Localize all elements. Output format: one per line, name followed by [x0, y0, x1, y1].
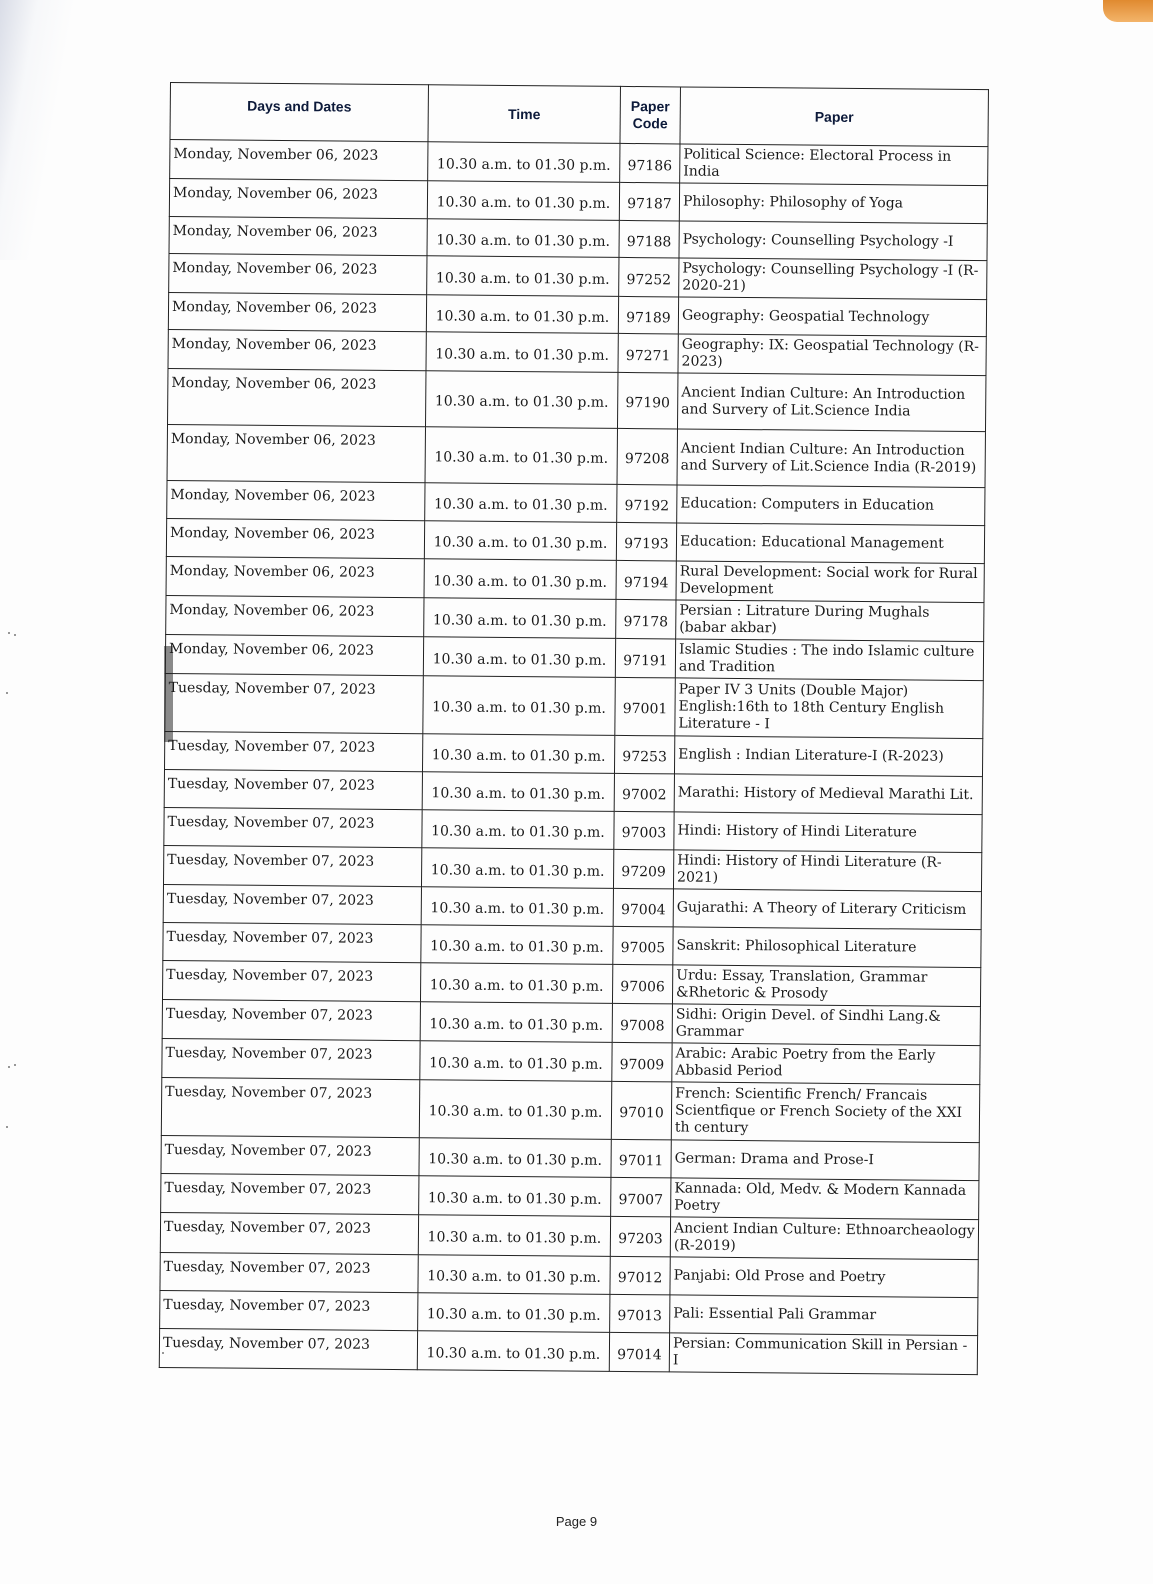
exam-time-cell: 10.30 a.m. to 01.30 p.m. [426, 295, 618, 334]
exam-time-cell: 10.30 a.m. to 01.30 p.m. [426, 371, 618, 429]
exam-date-cell: Monday, November 06, 2023 [167, 480, 425, 520]
exam-date-cell: Tuesday, November 07, 2023 [163, 884, 421, 924]
exam-time-cell: 10.30 a.m. to 01.30 p.m. [427, 219, 619, 258]
paper-code-cell: 97008 [612, 1003, 672, 1043]
exam-time-cell: 10.30 a.m. to 01.30 p.m. [424, 598, 616, 639]
exam-time-cell: 10.30 a.m. to 01.30 p.m. [422, 810, 614, 850]
exam-date-cell: Monday, November 06, 2023 [168, 368, 426, 426]
paper-name-cell: Islamic Studies : The indo Islamic culture and Tradition [675, 639, 983, 681]
exam-date-cell: Tuesday, November 07, 2023 [160, 1252, 418, 1292]
paper-name-cell: Pali: Essential Pali Grammar [670, 1295, 978, 1336]
paper-name-cell: Geography: IX: Geospatial Technology (R-2023) [678, 334, 986, 376]
header-paper-code: Paper Code [620, 86, 680, 144]
header-time: Time [428, 85, 620, 144]
exam-time-cell: 10.30 a.m. to 01.30 p.m. [418, 1255, 610, 1295]
paper-code-cell: 97005 [613, 926, 673, 965]
exam-time-cell: 10.30 a.m. to 01.30 p.m. [427, 181, 619, 221]
paper-name-cell: Philosophy: Philosophy of Yoga [679, 183, 987, 224]
exam-date-cell: Monday, November 06, 2023 [165, 634, 423, 675]
paper-code-cell: 97271 [618, 333, 678, 373]
paper-code-cell: 97186 [620, 143, 680, 183]
exam-time-cell: 10.30 a.m. to 01.30 p.m. [419, 1138, 611, 1178]
table-row [160, 1212, 978, 1259]
paper-name-cell: Persian: Communication Skill in Persian - I [669, 1333, 977, 1375]
paper-name-cell: English : Indian Literature-I (R-2023) [674, 736, 982, 777]
paper-name-cell: Political Science: Electoral Process in India [680, 144, 988, 186]
scan-fold-shadow [0, 0, 80, 260]
paper-code-cell: 97006 [612, 964, 672, 1004]
table-header-row [170, 83, 988, 147]
scan-speck [8, 632, 10, 634]
paper-code-cell: 97013 [610, 1294, 670, 1333]
exam-date-cell: Tuesday, November 07, 2023 [163, 845, 421, 886]
paper-name-cell: Kannada: Old, Medv. & Modern Kannada Poetry [671, 1178, 979, 1220]
exam-time-cell: 10.30 a.m. to 01.30 p.m. [428, 142, 620, 183]
paper-code-cell: 97003 [614, 811, 674, 850]
exam-time-cell: 10.30 a.m. to 01.30 p.m. [422, 734, 614, 774]
exam-time-cell: 10.30 a.m. to 01.30 p.m. [421, 848, 613, 889]
table-row [159, 1328, 977, 1374]
exam-time-cell: 10.30 a.m. to 01.30 p.m. [422, 772, 614, 812]
exam-time-cell: 10.30 a.m. to 01.30 p.m. [423, 676, 615, 736]
scan-speck [14, 634, 16, 636]
exam-date-cell: Monday, November 06, 2023 [169, 179, 427, 219]
paper-name-cell: Marathi: History of Medieval Marathi Lit. [674, 774, 982, 815]
paper-name-cell: Hindi: History of Hindi Literature [674, 812, 982, 853]
table-row [167, 424, 985, 487]
table-row [168, 368, 986, 431]
exam-time-cell: 10.30 a.m. to 01.30 p.m. [421, 887, 613, 927]
paper-code-cell: 97191 [615, 638, 675, 678]
exam-date-cell: Tuesday, November 07, 2023 [162, 960, 420, 1001]
scan-speck [6, 1126, 8, 1128]
exam-date-cell: Monday, November 06, 2023 [168, 329, 426, 370]
exam-time-cell: 10.30 a.m. to 01.30 p.m. [425, 427, 617, 485]
exam-date-cell: Monday, November 06, 2023 [168, 292, 426, 331]
table-body [159, 140, 988, 1375]
exam-date-cell: Tuesday, November 07, 2023 [161, 1135, 419, 1175]
scan-speck [8, 1066, 10, 1068]
paper-name-cell: Rural Development: Social work for Rural Development [676, 561, 984, 603]
paper-name-cell: Hindi: History of Hindi Literature (R-2021) [673, 850, 981, 892]
paper-code-cell: 97209 [613, 849, 673, 889]
exam-time-cell: 10.30 a.m. to 01.30 p.m. [427, 256, 619, 297]
paper-code-cell: 97014 [609, 1332, 669, 1372]
paper-code-cell: 97001 [615, 677, 676, 736]
paper-code-cell: 97178 [616, 599, 676, 639]
exam-date-cell: Tuesday, November 07, 2023 [160, 1212, 418, 1254]
paper-code-cell: 97253 [614, 735, 674, 774]
paper-code-cell: 97203 [610, 1216, 670, 1257]
paper-code-cell: 97187 [619, 182, 679, 221]
paper-code-cell: 97002 [614, 773, 674, 812]
paper-code-cell: 97189 [618, 296, 678, 334]
exam-date-cell: Tuesday, November 07, 2023 [161, 1173, 419, 1214]
exam-time-cell: 10.30 a.m. to 01.30 p.m. [417, 1331, 609, 1372]
paper-code-cell: 97193 [616, 522, 676, 561]
paper-code-cell: 97011 [611, 1139, 671, 1178]
exam-time-cell: 10.30 a.m. to 01.30 p.m. [419, 1176, 611, 1217]
paper-code-cell: 97012 [610, 1256, 670, 1295]
paper-name-cell: German: Drama and Prose-I [671, 1140, 979, 1181]
exam-time-cell: 10.30 a.m. to 01.30 p.m. [421, 925, 613, 965]
exam-time-cell: 10.30 a.m. to 01.30 p.m. [419, 1080, 611, 1140]
exam-date-cell: Tuesday, November 07, 2023 [161, 1077, 419, 1137]
table-row [165, 673, 983, 738]
paper-code-cell: 97252 [619, 257, 679, 297]
paper-name-cell: Arabic: Arabic Poetry from the Early Abbasid Period [672, 1043, 980, 1085]
paper-name-cell: Persian : Litrature During Mughals (babar akbar) [676, 600, 984, 642]
paper-code-cell: 97194 [616, 560, 676, 600]
exam-date-cell: Tuesday, November 07, 2023 [165, 731, 423, 771]
paper-name-cell: Psychology: Counselling Psychology -I [679, 221, 987, 261]
exam-date-cell: Tuesday, November 07, 2023 [159, 1328, 417, 1369]
paper-code-cell: 97188 [619, 220, 679, 258]
paper-name-cell: Ancient Indian Culture: Ethnoarcheaology (R-2019) [670, 1217, 978, 1260]
paper-code-cell: 97190 [617, 372, 677, 429]
paper-code-cell: 97010 [611, 1081, 672, 1140]
exam-date-cell: Monday, November 06, 2023 [170, 140, 428, 181]
exam-date-cell: Tuesday, November 07, 2023 [160, 1290, 418, 1330]
paper-name-cell: Geography: Geospatial Technology [678, 297, 986, 337]
exam-date-cell: Monday, November 06, 2023 [169, 216, 427, 255]
paper-name-cell: Urdu: Essay, Translation, Grammar &Rhetoric & Prosody [672, 965, 980, 1007]
exam-date-cell: Monday, November 06, 2023 [169, 253, 427, 294]
exam-date-cell: Tuesday, November 07, 2023 [164, 769, 422, 809]
exam-timetable [159, 82, 989, 1375]
header-days-and-dates: Days and Dates [170, 83, 428, 142]
paper-name-cell: French: Scientific French/ Francais Scientfique or French Society of the XXI th century [671, 1082, 979, 1143]
exam-time-cell: 10.30 a.m. to 01.30 p.m. [418, 1293, 610, 1333]
paper-name-cell: Psychology: Counselling Psychology -I (R-2020-21) [679, 258, 987, 300]
paper-name-cell: Sidhi: Origin Devel. of Sindhi Lang.& Grammar [672, 1004, 980, 1046]
header-paper: Paper [680, 87, 988, 147]
exam-date-cell: Monday, November 06, 2023 [166, 556, 424, 597]
scan-speck [14, 1064, 16, 1066]
exam-date-cell: Monday, November 06, 2023 [166, 518, 424, 558]
exam-date-cell: Tuesday, November 07, 2023 [162, 999, 420, 1040]
exam-time-cell: 10.30 a.m. to 01.30 p.m. [420, 1041, 612, 1082]
paper-name-cell: Education: Computers in Education [677, 485, 985, 526]
exam-time-cell: 10.30 a.m. to 01.30 p.m. [426, 332, 618, 373]
exam-time-cell: 10.30 a.m. to 01.30 p.m. [418, 1215, 610, 1257]
exam-timetable-wrapper [159, 82, 988, 1375]
exam-date-cell: Tuesday, November 07, 2023 [165, 673, 423, 733]
paper-name-cell: Education: Educational Management [676, 523, 984, 564]
exam-time-cell: 10.30 a.m. to 01.30 p.m. [420, 963, 612, 1004]
exam-date-cell: Tuesday, November 07, 2023 [164, 807, 422, 847]
paper-code-cell: 97192 [617, 484, 677, 523]
paper-name-cell: Paper IV 3 Units (Double Major) English:16th to 18th Century English Literature - I [675, 678, 983, 739]
exam-time-cell: 10.30 a.m. to 01.30 p.m. [424, 559, 616, 600]
paper-code-cell: 97208 [617, 428, 677, 485]
exam-date-cell: Tuesday, November 07, 2023 [162, 1038, 420, 1079]
paper-name-cell: Gujarathi: A Theory of Literary Criticism [673, 889, 981, 930]
scan-speck [6, 692, 8, 694]
paper-name-cell: Panjabi: Old Prose and Poetry [670, 1257, 978, 1298]
corner-sticky-tab [1103, 0, 1153, 22]
exam-date-cell: Tuesday, November 07, 2023 [163, 922, 421, 962]
paper-code-cell: 97007 [611, 1177, 671, 1217]
exam-date-cell: Monday, November 06, 2023 [166, 595, 424, 636]
paper-name-cell: Ancient Indian Culture: An Introduction and Survery of Lit.Science India [677, 373, 985, 432]
paper-name-cell: Sanskrit: Philosophical Literature [673, 927, 981, 968]
exam-date-cell: Monday, November 06, 2023 [167, 424, 425, 482]
table-row [161, 1077, 979, 1142]
exam-time-cell: 10.30 a.m. to 01.30 p.m. [424, 521, 616, 561]
paper-name-cell: Ancient Indian Culture: An Introduction and Survery of Lit.Science India (R-2019) [677, 429, 985, 488]
exam-time-cell: 10.30 a.m. to 01.30 p.m. [425, 483, 617, 523]
paper-code-cell: 97009 [612, 1042, 672, 1082]
paper-code-cell: 97004 [613, 888, 673, 927]
page-number: Page 9 [555, 1514, 598, 1529]
exam-time-cell: 10.30 a.m. to 01.30 p.m. [420, 1002, 612, 1043]
exam-time-cell: 10.30 a.m. to 01.30 p.m. [423, 637, 615, 678]
